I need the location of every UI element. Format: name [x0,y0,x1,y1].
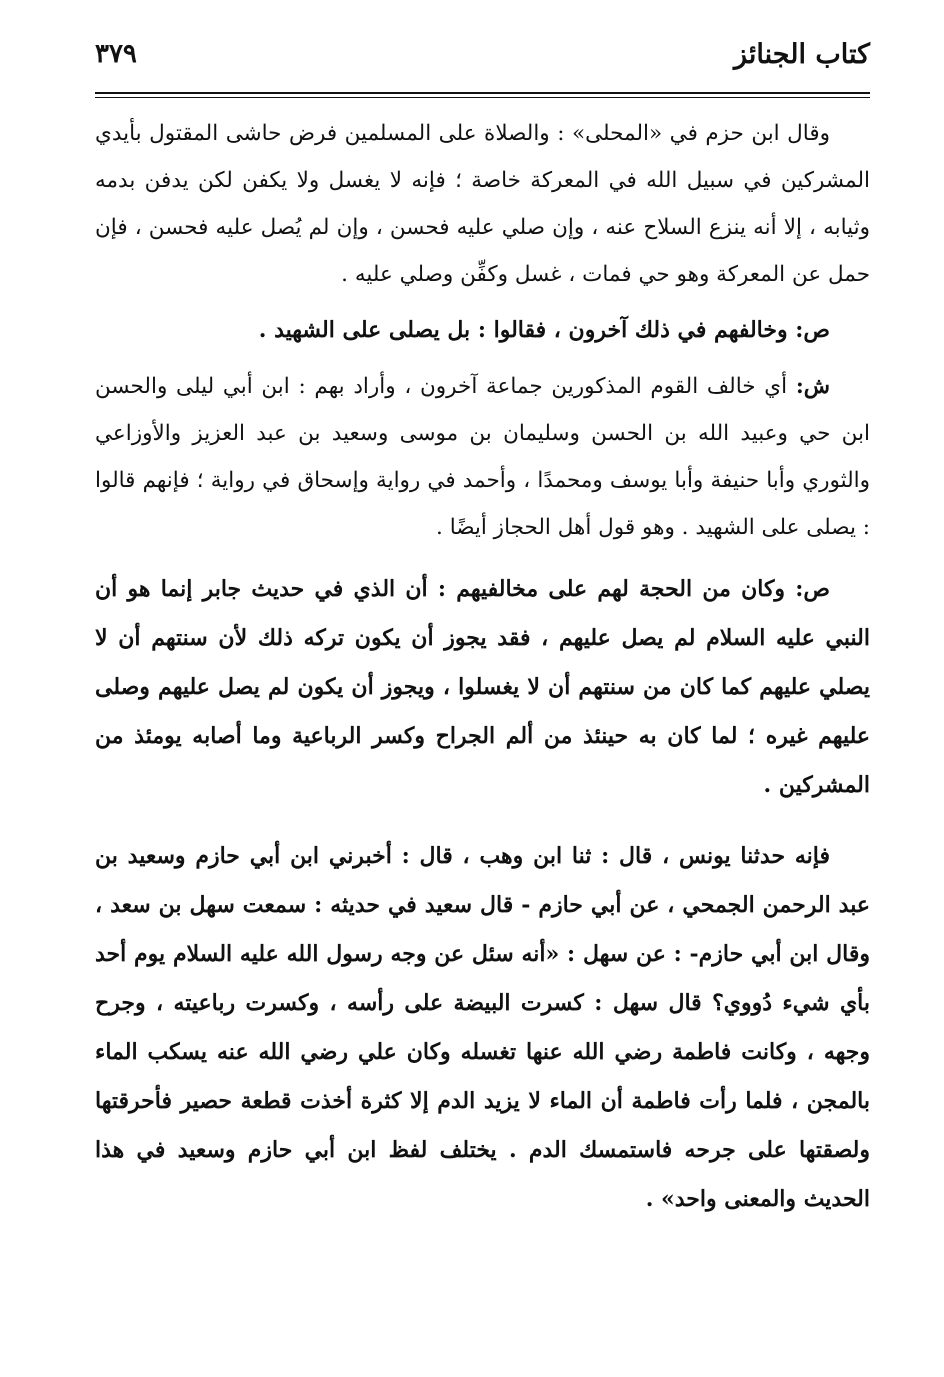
paragraph-text: وخالفهم في ذلك آخرون ، فقالوا : بل يصلى على الشهيد . [258,317,788,343]
paragraph-text: فإنه حدثنا يونس ، قال : ثنا ابن وهب ، قال : أخبرني ابن أبي حازم وسعيد بن عبد الرحمن الجمحي ، عن أبي حازم - قال سعيد في حديثه : سمعت سهل بن سعد ، وقال ابن أبي حازم- : عن سهل : «أنه سئل عن وجه رسول الله عليه السلام يوم أحد بأي شيء دُووي؟ قال سهل : كسرت البيضة على رأسه ، وكسرت رباعيته ، وجرح وجهه ، وكانت فاطمة رضي الله عنها تغسله وكان علي رضي الله عنه يسكب الماء بالمجن ، فلما رأت فاطمة أن الماء لا يزيد الدم إلا كثرة أخذت قطعة حصير فأحرقتها ولصقتها على جرحه فاستمسك الدم . يختلف لفظ ابن أبي حازم وسعيد في هذا الحديث والمعنى واحد» . [95,843,870,1212]
matn-marker: ص: [795,576,830,602]
page-number: ٣٧٩ [95,39,137,69]
paragraph-text: أي خالف القوم المذكورين جماعة آخرون ، وأراد بهم : ابن أبي ليلى والحسن ابن حي وعبيد الله بن الحسن وسليمان بن موسى وسعيد بن عبد العزيز والأوزاعي والثوري وأبا حنيفة وأبا يوسف ومحمدًا ، وأحمد في رواية وإسحاق في رواية ؛ فإنهم قالوا : يصلى على الشهيد . وهو قول أهل الحجاز أيضًا . [95,374,870,540]
paragraph-ibn-hazm [95,110,870,298]
paragraph-text: وكان من الحجة لهم على مخالفيهم : أن الذي في حديث جابر إنما هو أن النبي عليه السلام لم يصل عليهم ، فقد يجوز أن يكون تركه ذلك لأن سنتهم أن لا يصلي عليهم كما كان من سنتهم أن لا يغسلوا ، ويجوز أن يكون لم يصل عليهم وصلى عليهم غيره ؛ لما كان به حينئذ من ألم الجراح وكسر الرباعية وما أصابه يومئذ من المشركين . [95,576,870,798]
page-header [95,30,870,78]
paragraph-sharh-1 [95,363,870,551]
paragraph-text: وقال ابن حزم في «المحلى» : والصلاة على المسلمين فرض حاشى المقتول بأيدي المشركين في سبيل الله في المعركة خاصة ؛ فإنه لا يغسل ولا يكفن لكن يدفن بدمه وثيابه ، إلا أنه ينزع السلاح عنه ، وإن صلي عليه فحسن ، وإن لم يُصل عليه فحسن ، فإن حمل عن المعركة وهو حي فمات ، غسل وكفِّن وصلي عليه . [95,121,870,287]
header-rule-thin [95,97,870,98]
book-page [95,30,870,1350]
paragraph-hadith [95,832,870,1224]
header-rule [95,92,870,94]
paragraph-matn-2 [95,565,870,810]
matn-marker: ص: [795,317,830,343]
sharh-marker: ش: [795,374,830,399]
running-title: كتاب الجنائز [734,38,870,70]
page-body [95,110,870,1224]
paragraph-matn-1 [95,306,870,355]
